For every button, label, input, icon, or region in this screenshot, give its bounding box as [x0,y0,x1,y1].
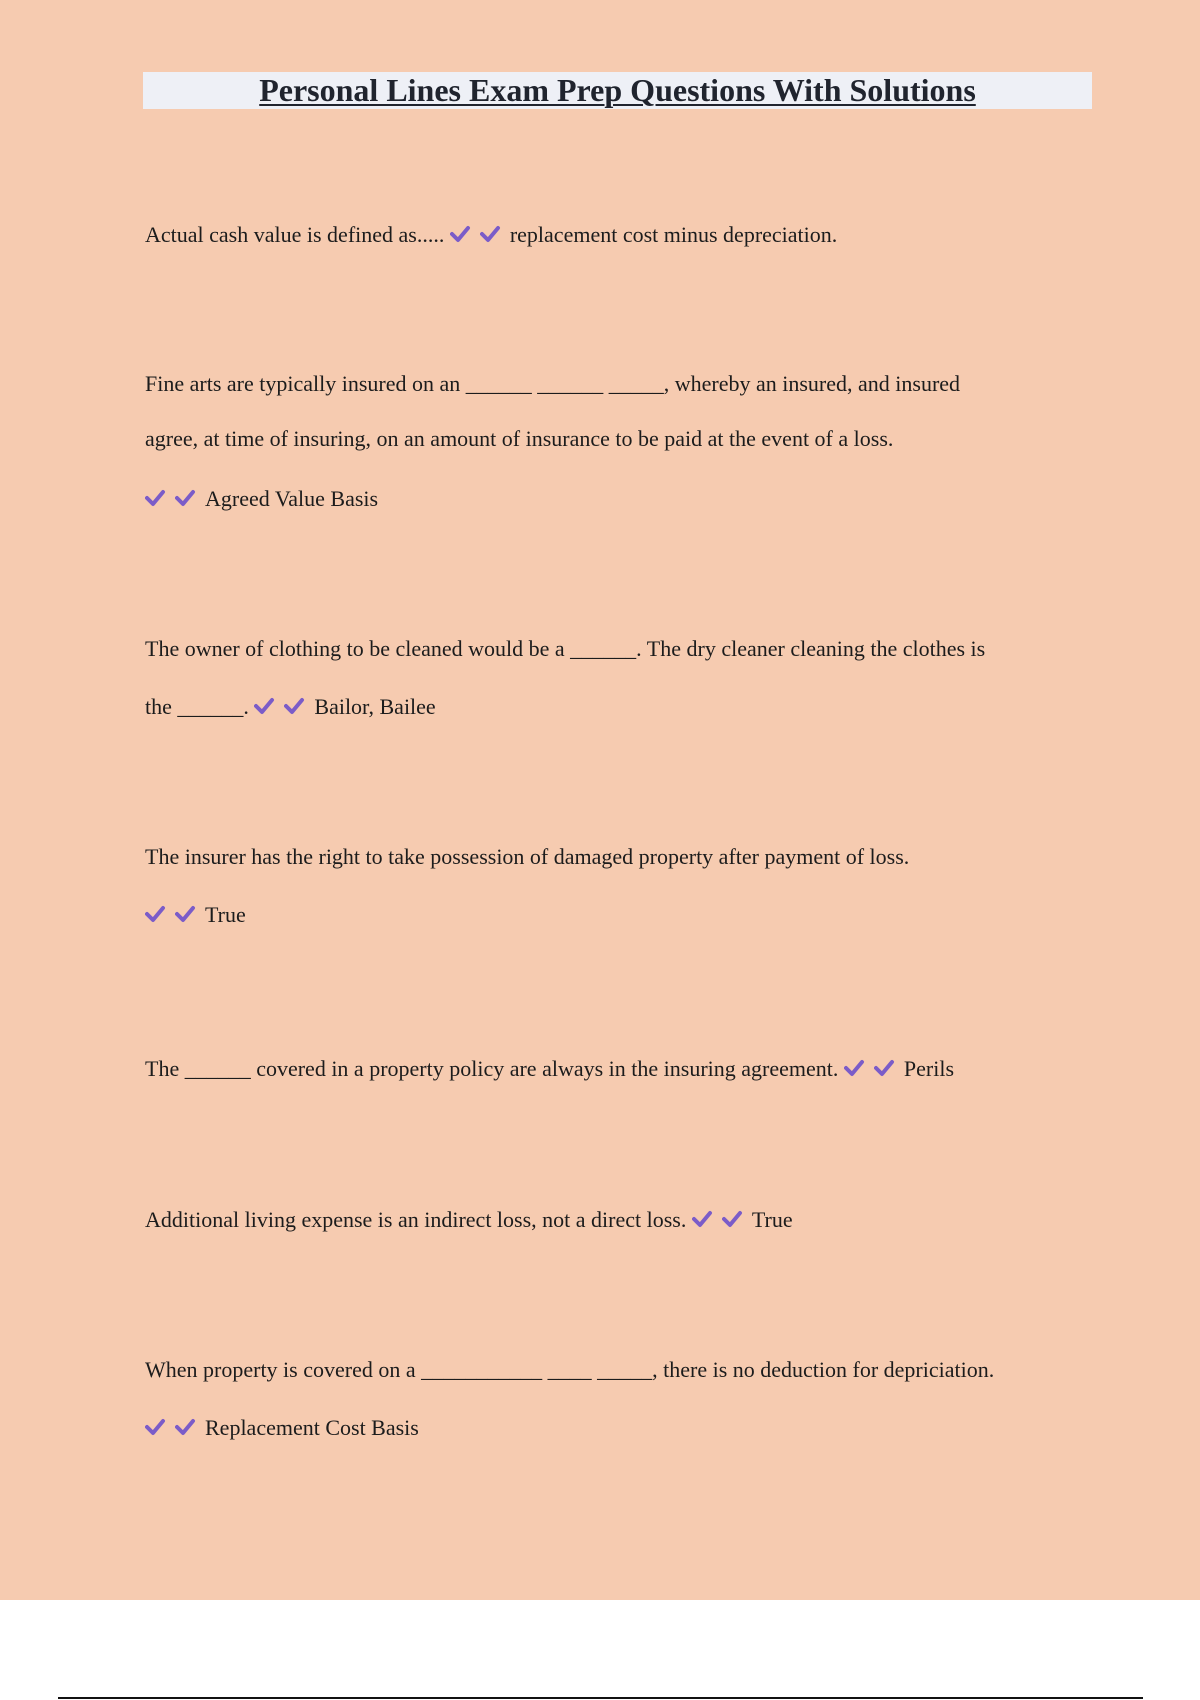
question-text: The ______ covered in a property policy are always in the insuring agreement. [145,1056,839,1081]
answer-text: True [205,902,246,927]
title-banner [143,72,1092,109]
check-icon [874,1057,904,1079]
qa-line [145,634,985,664]
question-text: agree, at time of insuring, on an amount of insurance to be paid at the event of a loss. [145,426,894,451]
answer-text: True [751,1207,793,1232]
question-text: Additional living expense is an indirect loss, not a direct loss. [145,1207,687,1232]
check-icon [450,223,480,245]
answer-text: Bailor, Bailee [314,694,436,719]
question-text: Fine arts are typically insured on an ______ ______ _____, whereby an insured, and insured [145,371,961,396]
answer-text: Agreed Value Basis [205,486,379,511]
check-icon [844,1057,874,1079]
answer-text: replacement cost minus depreciation. [509,222,838,247]
check-icon [480,223,510,245]
check-icon [175,903,205,925]
check-icon [145,1416,175,1438]
question-text: the ______. [145,694,249,719]
footer-divider [58,1697,1143,1699]
answer-text: Replacement Cost Basis [205,1415,419,1440]
qa-line [145,692,436,722]
qa-line [145,369,960,399]
qa-line [145,1054,954,1084]
qa-line [145,1413,419,1443]
check-icon [145,903,175,925]
question-text: The owner of clothing to be cleaned would be a ______. The dry cleaner cleaning the clothes is [145,636,986,661]
qa-line [145,1355,994,1385]
check-icon [284,695,314,717]
answer-text: Perils [903,1056,955,1081]
question-text: When property is covered on a ___________ ____ _____, there is no deduction for depriciation. [145,1357,995,1382]
check-icon [175,1416,205,1438]
check-icon [692,1208,722,1230]
qa-line [145,424,893,454]
qa-line [145,1205,793,1235]
check-icon [254,695,284,717]
check-icon [175,487,205,509]
page-title: Personal Lines Exam Prep Questions With Solutions [259,72,976,108]
qa-line [145,842,909,872]
qa-line [145,484,378,514]
qa-line [145,900,246,930]
check-icon [145,487,175,509]
question-text: The insurer has the right to take possession of damaged property after payment of loss. [145,844,910,869]
question-text: Actual cash value is defined as..... [145,222,445,247]
qa-line [145,220,837,250]
check-icon [722,1208,752,1230]
